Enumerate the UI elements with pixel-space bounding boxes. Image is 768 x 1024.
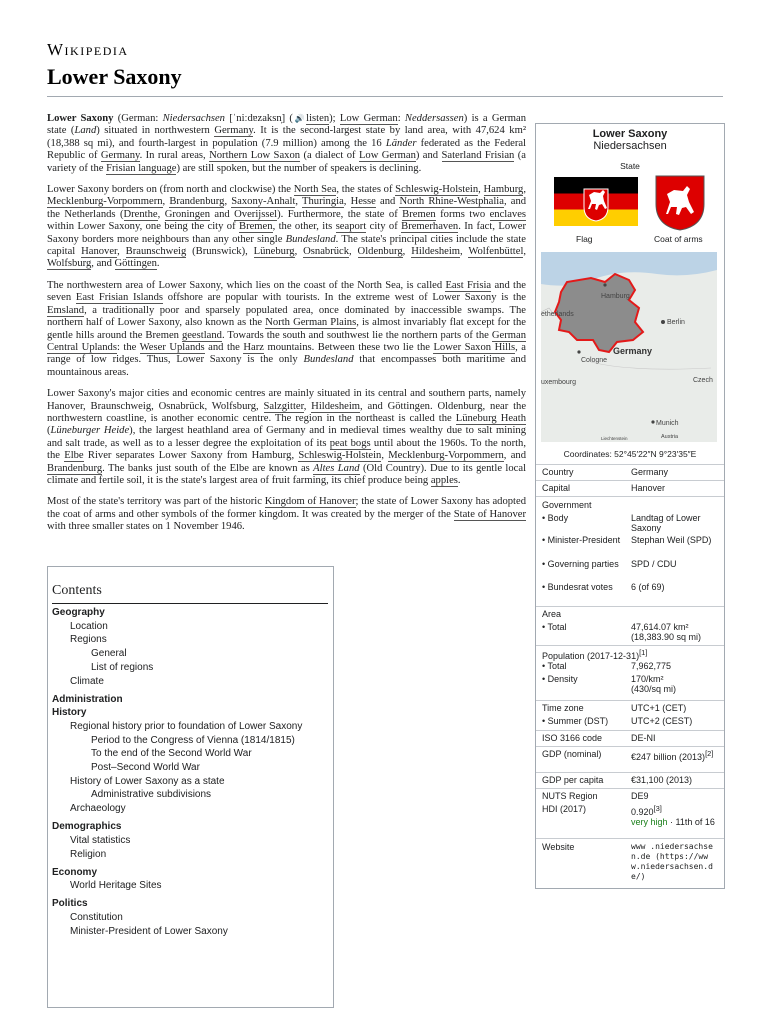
- flag-caption[interactable]: Flag: [576, 234, 593, 244]
- article-text: ,: [295, 196, 302, 208]
- article-link[interactable]: Hildesheim: [411, 246, 461, 258]
- area-total-imperial: (18,383.90 sq mi): [631, 632, 702, 642]
- article-link[interactable]: Bremen: [239, 221, 273, 233]
- article-link[interactable]: State of Hanover: [453, 508, 527, 520]
- berlin-marker: [661, 320, 665, 324]
- article-text: forms two: [435, 208, 490, 220]
- iso-code-value: DE-NI: [631, 733, 656, 743]
- country-value[interactable]: Germany: [631, 467, 669, 477]
- article-text: River separates Lower Saxony from Hamburg,: [83, 450, 299, 462]
- map-label-liechtenstein: Liechtenstein: [601, 436, 628, 441]
- article-link[interactable]: apples: [430, 474, 458, 486]
- article-text: ,: [460, 246, 469, 258]
- article-link[interactable]: Drenthe: [123, 208, 158, 220]
- article-link[interactable]: Overijssel: [234, 208, 278, 220]
- website-label: Website: [542, 842, 575, 852]
- gdp-per-capita-label: GDP per capita: [542, 775, 604, 785]
- article-link[interactable]: North Rhine-Westphalia: [399, 196, 504, 208]
- article-text: ,: [343, 196, 351, 208]
- page-title: Lower Saxony: [47, 64, 182, 89]
- article-text: , the other, its: [272, 221, 336, 233]
- coordinates[interactable]: Coordinates: 52°45′22″N 9°23′35″E: [563, 449, 697, 459]
- article-text: . The state's principal cities include the state capital: [47, 233, 526, 258]
- article-link[interactable]: Hamburg: [483, 184, 524, 196]
- area-label: Area: [542, 609, 562, 619]
- map-label-cologne: Cologne: [581, 357, 608, 364]
- infobox-divider: [536, 606, 724, 607]
- article-link[interactable]: Northern Low Saxon: [209, 150, 301, 162]
- website-link[interactable]: www .niedersachsen.de (https://www.niedersachsen.de/): [631, 842, 713, 881]
- bundesrat-votes-label[interactable]: • Bundesrat votes: [542, 582, 613, 592]
- infobox-divider: [536, 838, 724, 839]
- article-link[interactable]: East Frisian Islands: [75, 292, 164, 304]
- article-link[interactable]: listen: [306, 113, 330, 124]
- article-link[interactable]: Oldenburg: [357, 246, 403, 258]
- article-text: Niedersachsen: [162, 113, 225, 124]
- toc-item[interactable]: To the end of the Second World War: [91, 748, 252, 760]
- article-text: Lower Saxony borders on (from north and clockwise) the: [47, 184, 294, 196]
- article-text: , and: [503, 450, 527, 462]
- article-text: , and Göttingen. Oldenburg, near the northwestern coastline, is another economic centre. The region in the northeast is called the: [47, 400, 527, 424]
- body-value[interactable]: Landtag of Lower Saxony: [631, 513, 701, 533]
- article-text: . Towards the south and southwest lie the northern parts of the: [221, 329, 492, 341]
- density-label: • Density: [542, 674, 578, 684]
- article-text: (German:: [113, 113, 163, 124]
- article-link[interactable]: Schleswig-Holstein: [298, 450, 382, 462]
- article-paragraph-2: [47, 184, 526, 271]
- toc-item[interactable]: History: [52, 707, 87, 719]
- toc-item[interactable]: Geography: [52, 607, 105, 618]
- article-paragraph-3: [47, 280, 526, 379]
- minister-president-value[interactable]: Stephan Weil (SPD): [631, 535, 712, 545]
- article-text: , is almost invariably flat except for the gentle hills around the Bremen: [47, 317, 526, 341]
- article-text: Neddersassen: [404, 113, 464, 124]
- article-text: ,: [523, 246, 527, 258]
- minister-president-label: • Minister-President: [542, 535, 621, 545]
- population-total-label: • Total: [542, 661, 567, 671]
- infobox-divider: [536, 788, 724, 789]
- contents-title: Contents: [52, 583, 102, 598]
- article-text: ,: [523, 184, 526, 196]
- iso-code-label[interactable]: ISO 3166 code: [542, 733, 603, 743]
- article-link[interactable]: Thuringia: [302, 196, 344, 208]
- article-text: : the: [116, 341, 140, 353]
- article-link[interactable]: Low German: [358, 150, 416, 162]
- article-text: Most of the state's territory was part of the historic: [47, 496, 265, 508]
- table-of-contents: [47, 566, 334, 1008]
- country-label: Country: [542, 467, 574, 477]
- article-text: ; the state of Lower Saxony has adopted the coat of arms and other symbols of the former kingdom. It was created by the merger of the: [47, 496, 526, 520]
- article-text: ,: [381, 450, 389, 462]
- gdp-value: €247 billion (2013): [631, 752, 706, 762]
- location-map[interactable]: [541, 252, 717, 442]
- infobox-divider: [536, 480, 724, 481]
- infobox-divider: [536, 700, 724, 701]
- flag-image[interactable]: [554, 177, 638, 226]
- article-link[interactable]: Altes Land: [313, 462, 360, 474]
- article-link[interactable]: Elbe: [64, 450, 84, 462]
- infobox-divider: [536, 496, 724, 497]
- infobox-divider: [536, 645, 724, 646]
- article-paragraph-1: [47, 113, 526, 175]
- article-link[interactable]: Lüneburg: [253, 246, 295, 258]
- bundesrat-votes-value: 6 (of 69): [631, 582, 665, 592]
- toc-item[interactable]: General: [91, 648, 127, 660]
- title-divider: [47, 96, 723, 97]
- article-text: ,: [117, 246, 126, 258]
- infobox-divider: [536, 746, 724, 747]
- map-label-munich: Munich: [656, 420, 679, 427]
- article-text: and: [210, 208, 235, 220]
- article-link[interactable]: Schleswig-Holstein: [395, 184, 479, 196]
- article-text: Lower Saxony: [47, 113, 114, 124]
- toc-item[interactable]: Administration: [52, 693, 123, 705]
- article-link[interactable]: Osnabrück: [303, 246, 350, 258]
- map-label-netherlands: etherlands: [541, 311, 574, 318]
- article-text: Bundesland: [285, 233, 336, 245]
- nuts-region-label[interactable]: NUTS Region: [542, 791, 598, 801]
- article-text: Bundesland: [303, 354, 354, 366]
- article-link[interactable]: Germany: [100, 150, 140, 162]
- gdp-ref[interactable]: [2]: [705, 749, 714, 758]
- article-text: and the: [204, 341, 244, 353]
- article-link[interactable]: Brandenburg: [169, 196, 225, 208]
- article-link[interactable]: Groningen: [164, 208, 211, 220]
- article-paragraph-4: [47, 388, 526, 487]
- article-text: with three smaller states on 1 November 1946.: [47, 521, 245, 533]
- toc-item[interactable]: Regional history prior to foundation of Lower Saxony: [70, 720, 303, 732]
- munich-marker: [651, 420, 654, 423]
- gdp-per-capita-value: €31,100 (2013): [631, 775, 693, 785]
- toc-item[interactable]: Post–Second World War: [91, 762, 200, 773]
- coat-of-arms-caption[interactable]: Coat of arms: [654, 234, 703, 244]
- article-link[interactable]: Weser Uplands: [139, 341, 205, 353]
- article-link[interactable]: Kingdom of Hanover: [264, 496, 356, 508]
- infobox-divider: [536, 464, 724, 465]
- gdp-label[interactable]: GDP (nominal): [542, 749, 602, 759]
- article-text: , and the Netherlands (: [47, 196, 527, 220]
- governing-parties-value[interactable]: SPD / CDU: [631, 559, 677, 569]
- article-link[interactable]: East Frisia: [445, 279, 492, 291]
- article-text: Lower Saxony's major cities and economic centres are mainly situated in its central and southern parts, namely Hanover, Braunschweig, Osnabrück, Wolfsburg,: [47, 388, 526, 412]
- toc-item[interactable]: Vital statistics: [70, 834, 131, 846]
- article-link[interactable]: Brandenburg: [47, 462, 103, 474]
- article-link[interactable]: Saxony-Anhalt: [231, 196, 296, 208]
- article-text: ) is a German state (: [47, 113, 526, 137]
- article-link[interactable]: German Central Uplands: [47, 329, 526, 353]
- summer-time-label[interactable]: • Summer (DST): [542, 716, 609, 726]
- toc-item[interactable]: Location: [70, 620, 108, 632]
- article-text: ) and: [415, 150, 442, 162]
- infobox-divider: [536, 772, 724, 773]
- area-total-value: 47,614.07 km²: [631, 622, 689, 632]
- nuts-region-value[interactable]: DE9: [631, 791, 649, 801]
- article-body: [47, 113, 526, 543]
- article-link[interactable]: Bremen: [402, 208, 436, 220]
- article-text: .: [156, 258, 160, 270]
- article-text: Länder: [385, 137, 417, 149]
- toc-item[interactable]: List of regions: [91, 661, 154, 673]
- article-text: Land: [74, 125, 97, 137]
- article-text: , and: [91, 258, 115, 270]
- article-text: (a dialect of: [300, 150, 359, 162]
- infobox-type: State: [620, 161, 640, 171]
- article-link[interactable]: Mecklenburg-Vorpommern: [47, 196, 163, 208]
- time-zone-label[interactable]: Time zone: [542, 703, 584, 713]
- wikipedia-logo[interactable]: Wikipedia: [47, 40, 129, 59]
- density-imperial: (430/sq mi): [631, 684, 677, 694]
- article-text: (: [47, 425, 51, 437]
- toc-item[interactable]: Archaeology: [70, 803, 126, 815]
- toc-item[interactable]: Administrative subdivisions: [91, 789, 212, 801]
- article-text: . In fact, Lower Saxony borders more neighbours than any other single: [47, 221, 526, 245]
- article-text: ,: [157, 208, 165, 220]
- article-link[interactable]: Lower Saxon Hills: [433, 341, 516, 353]
- article-text: (a variety of the: [47, 150, 526, 174]
- infobox-subtitle: Niedersachsen: [593, 140, 667, 152]
- article-text: within Lower Saxony, one being the city of: [47, 221, 240, 233]
- article-text: .: [457, 474, 461, 486]
- hdi-value: 0.920: [631, 807, 654, 817]
- map-label-berlin: Berlin: [667, 319, 685, 326]
- toc-item[interactable]: Regions: [70, 634, 107, 646]
- body-label: • Body: [542, 513, 569, 523]
- toc-item[interactable]: Religion: [70, 848, 107, 860]
- article-text: city of: [366, 221, 402, 233]
- article-link[interactable]: seaport: [335, 221, 367, 233]
- article-link[interactable]: Hesse: [350, 196, 376, 208]
- article-text: and: [375, 196, 400, 208]
- article-link[interactable]: Low German: [339, 113, 398, 124]
- speaker-icon[interactable]: 🔊: [292, 114, 307, 123]
- summer-time-value[interactable]: UTC+2 (CEST): [631, 716, 693, 726]
- article-paragraph-5: [47, 496, 526, 533]
- article-text: that encompasses both maritime and mountainous areas.: [47, 354, 526, 378]
- governing-parties-label: • Governing parties: [542, 559, 619, 569]
- infobox: [535, 123, 725, 889]
- toc-item[interactable]: Minister-President of Lower Saxony: [70, 925, 228, 937]
- article-link[interactable]: Hildesheim: [311, 400, 361, 412]
- article-link[interactable]: Lüneburg Heath: [455, 412, 527, 424]
- article-link[interactable]: Salzgitter: [263, 400, 304, 412]
- toc-item[interactable]: Constitution: [70, 911, 123, 923]
- article-link[interactable]: enclaves: [489, 208, 527, 220]
- area-total-label: • Total: [542, 622, 567, 632]
- article-text: Lüneburger Heide: [50, 425, 130, 437]
- article-text: ) are still spoken, but the number of speakers is declining.: [176, 162, 422, 174]
- article-text: (Old Country). Due to its gentle local climate and fertile soil, it is the state's largest area of fruit farming, its chief produce being: [47, 462, 527, 486]
- article-text: ,: [162, 196, 170, 208]
- article-link[interactable]: Wolfsburg: [47, 258, 92, 270]
- article-text: federated as the Federal Republic of: [47, 137, 526, 162]
- article-text: , a range of low ridges. Thus, Lower Saxony is the only: [47, 341, 527, 366]
- article-link[interactable]: Emsland: [47, 304, 85, 316]
- article-text: and the seven: [47, 279, 526, 304]
- hdi-rank: · 11th of 16: [667, 817, 715, 827]
- article-text: );: [329, 113, 340, 124]
- government-label[interactable]: Government: [542, 500, 592, 510]
- article-text: ). Furthermore, the state of: [277, 208, 403, 220]
- article-link[interactable]: Mecklenburg-Vorpommern: [388, 450, 504, 462]
- map-label-hamburg: Hamburg: [601, 293, 630, 300]
- hdi-ref[interactable]: [3]: [653, 804, 662, 813]
- article-link[interactable]: Frisian language: [106, 162, 177, 174]
- map-label-germany: Germany: [613, 346, 653, 356]
- map-label-luxembourg: uxembourg: [541, 379, 577, 386]
- map-label-czech: Czech: [693, 377, 713, 384]
- toc-item[interactable]: Demographics: [52, 821, 122, 833]
- article-link[interactable]: peat bogs: [329, 437, 371, 449]
- article-text: . The banks just south of the Elbe are known as: [102, 462, 314, 474]
- infobox-divider: [536, 730, 724, 731]
- article-text: ,: [294, 246, 304, 258]
- toc-item[interactable]: Economy: [52, 866, 98, 878]
- article-text: [ˈniːdɐzaksn̩] (: [224, 113, 293, 124]
- capital-value[interactable]: Hanover: [631, 483, 666, 493]
- hdi-label[interactable]: HDI (2017): [542, 804, 587, 814]
- article-text: , the states of: [336, 184, 396, 196]
- article-text: ,: [349, 246, 358, 258]
- infobox-title: Lower Saxony: [592, 128, 668, 140]
- article-text: The northwestern area of Lower Saxony, which lies on the coast of the North Sea, is called: [47, 279, 446, 291]
- map-label-austria: Austria: [661, 434, 679, 440]
- article-text: ,: [303, 400, 312, 412]
- toc-item[interactable]: World Heritage Sites: [70, 880, 162, 892]
- article-link[interactable]: North Sea: [293, 184, 337, 196]
- article-text: , a traditionally poor and sparsely populated area, once dominated by inaccessible swamps. The northern half of Lower Saxony, also known as the: [47, 304, 526, 329]
- article-text: ,: [478, 184, 484, 196]
- toc-item[interactable]: History of Lower Saxony as a state: [70, 775, 225, 787]
- population-ref[interactable]: [1]: [639, 648, 648, 657]
- article-text: :: [397, 113, 405, 124]
- article-text: (Brunswick),: [186, 246, 254, 258]
- article-link[interactable]: Hanover: [81, 246, 118, 258]
- article-link[interactable]: Germany: [214, 125, 254, 137]
- article-link[interactable]: Wolfenbüttel: [468, 246, 524, 258]
- article-link[interactable]: Bremerhaven: [401, 221, 459, 233]
- density-value: 170/km²: [631, 674, 664, 684]
- toc-item[interactable]: Period to the Congress of Vienna (1814/1815): [91, 734, 295, 746]
- population-total-value: 7,962,775: [631, 661, 672, 671]
- article-text: ,: [224, 196, 232, 208]
- article-text: offshore are popular with tourists. In the extreme west of Lower Saxony is the: [163, 292, 526, 304]
- article-link[interactable]: Saterland Frisian: [441, 150, 515, 162]
- article-link[interactable]: geestland: [181, 329, 222, 341]
- article-text: ) situated in northwestern: [96, 125, 215, 137]
- toc-item[interactable]: Politics: [52, 898, 88, 910]
- hamburg-marker: [603, 283, 606, 286]
- article-text: . In rural areas,: [139, 150, 210, 162]
- article-text: . It is the second-largest state by land area, with 47,624 km² (18,388 sq mi), and fourth-largest in population (7.9 million) among the 16: [47, 125, 526, 149]
- population-label: Population (2017-12-31): [542, 651, 640, 661]
- time-zone-value[interactable]: UTC+1 (CET): [631, 703, 687, 713]
- article-text: ,: [402, 246, 412, 258]
- article-text: mountains. Between these two lie the: [263, 341, 434, 353]
- article-text: until about the 1960s. To the north, the: [47, 437, 526, 462]
- contents-divider: [52, 603, 328, 604]
- article-link[interactable]: Braunschweig: [125, 246, 187, 258]
- article-link[interactable]: Göttingen: [114, 258, 157, 270]
- article-text: ), the largest heathland area of Germany and in medieval times wealthy due to salt mining and salt trade, as well as to a lesser degree the exploitation of its: [47, 425, 527, 449]
- capital-label: Capital: [542, 483, 571, 493]
- coat-of-arms-image[interactable]: [654, 174, 706, 232]
- hdi-rank-category: very high: [631, 817, 668, 827]
- toc-item[interactable]: Climate: [70, 675, 104, 687]
- article-link[interactable]: North German Plains: [265, 317, 357, 329]
- article-link[interactable]: Harz: [243, 341, 264, 353]
- cologne-marker: [577, 350, 580, 353]
